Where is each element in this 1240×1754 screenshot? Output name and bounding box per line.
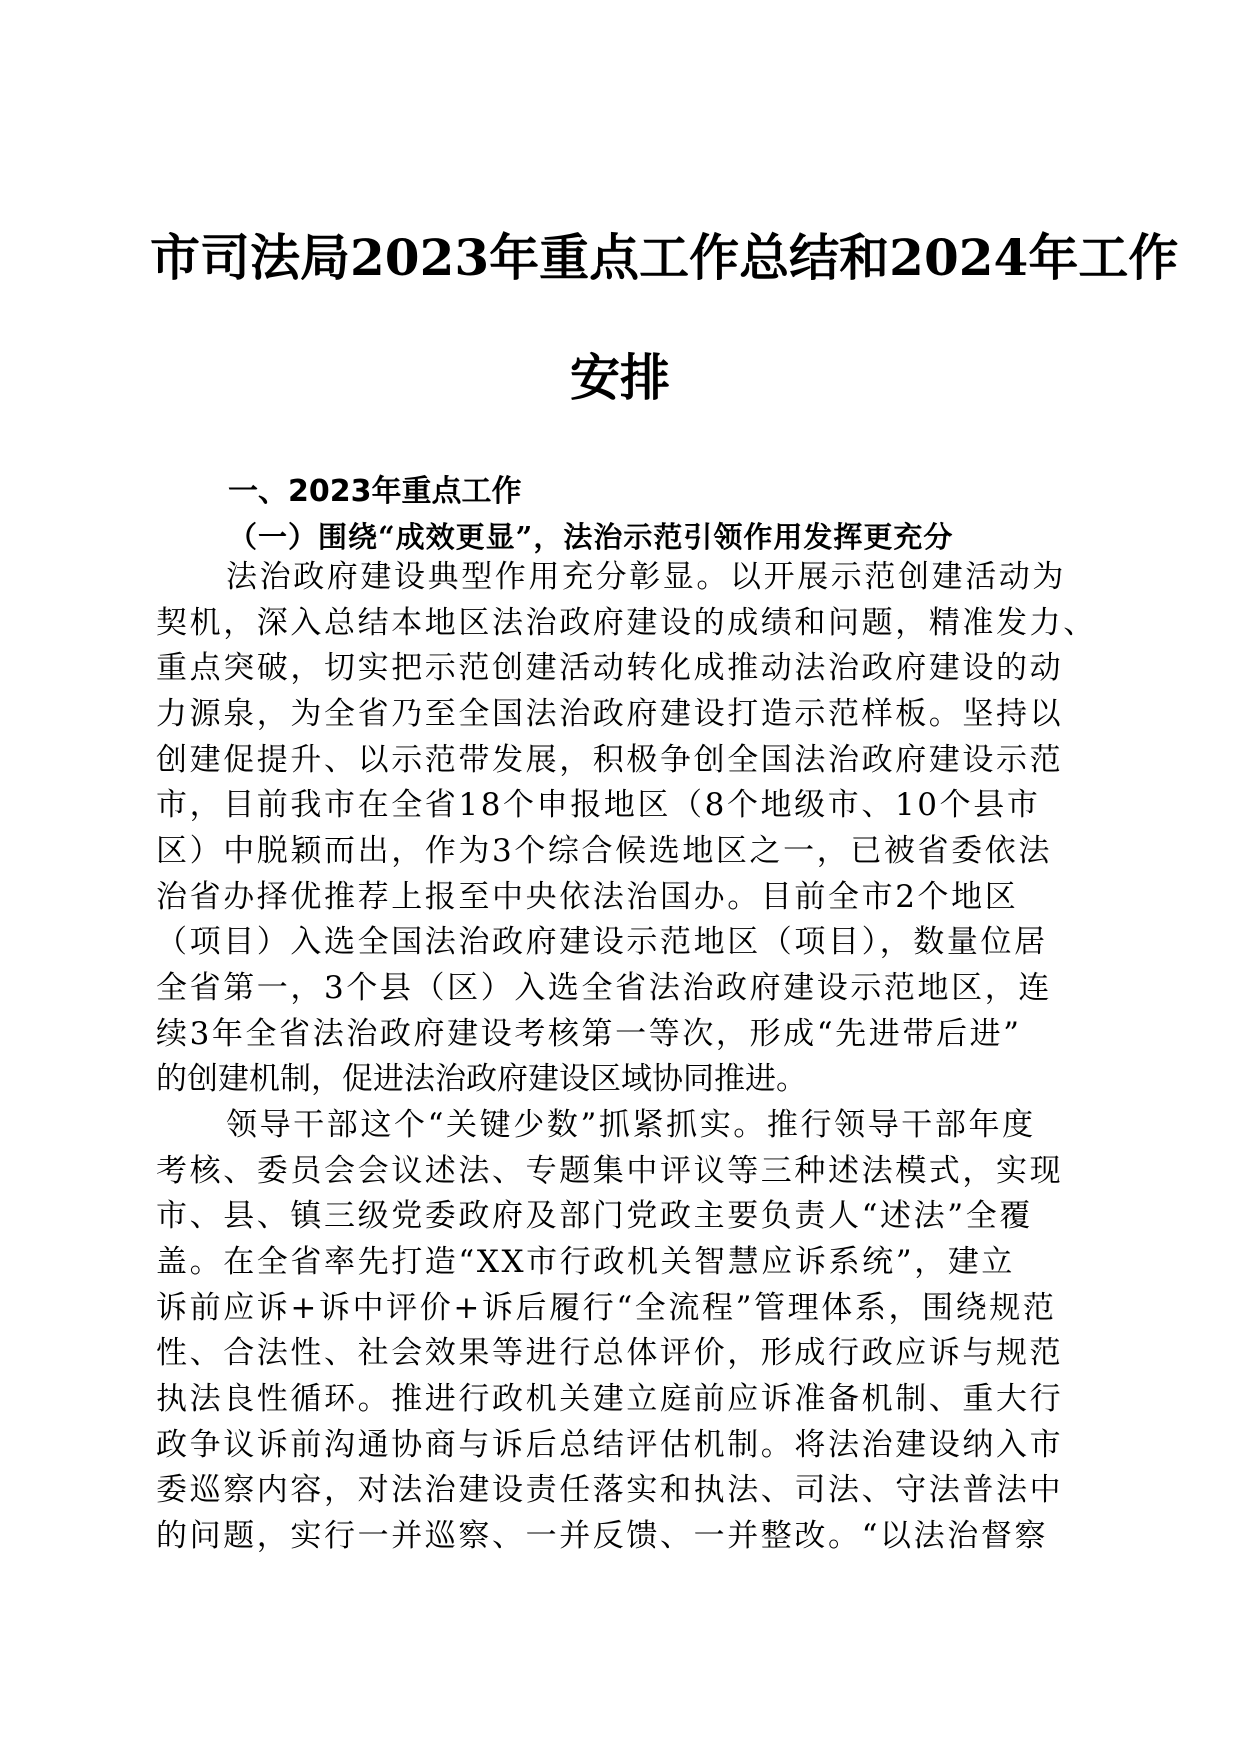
paragraph-line: 盖。在全省率先打造“XX市行政机关智慧应诉系统”，建立	[156, 1244, 1016, 1280]
paragraph-line: 委巡察内容，对法治建设责任落实和执法、司法、守法普法中	[156, 1472, 1064, 1508]
paragraph-line: 力源泉，为全省乃至全国法治政府建设打造示范样板。坚持以	[156, 696, 1064, 732]
paragraph-line: 市、县、镇三级党委政府及部门党政主要负责人“述法”全覆	[156, 1198, 1033, 1234]
paragraph-line: （项目）入选全国法治政府建设示范地区（项目），数量位居	[156, 924, 1048, 960]
paragraph-line: 契机，深入总结本地区法治政府建设的成绩和问题，精准发力、	[156, 605, 1097, 641]
paragraph-line: 诉前应诉+诉中评价+诉后履行“全流程”管理体系，围绕规范	[156, 1290, 1057, 1326]
paragraph-line: 重点突破，切实把示范创建活动转化成推动法治政府建设的动	[156, 650, 1064, 686]
paragraph-line: 执法良性循环。推进行政机关建立庭前应诉准备机制、重大行	[156, 1381, 1064, 1417]
paragraph-line: 政争议诉前沟通协商与诉后总结评估机制。将法治建设纳入市	[156, 1427, 1064, 1463]
subsection-heading-1: （一）围绕“成效更显”，法治示范引领作用发挥更充分	[228, 520, 954, 554]
paragraph-line: 创建促提升、以示范带发展，积极争创全国法治政府建设示范	[156, 742, 1064, 778]
paragraph-line: 法治政府建设典型作用充分彰显。以开展示范创建活动为	[226, 559, 1066, 595]
paragraph-line: 全省第一，3个县（区）入选全省法治政府建设示范地区，连	[156, 970, 1052, 1006]
paragraph-line: 的创建机制，促进法治政府建设区域协同推进。	[156, 1061, 807, 1097]
paragraph-line: 领导干部这个“关键少数”抓紧抓实。推行领导干部年度	[226, 1107, 1036, 1143]
paragraph-line: 市，目前我市在全省18个申报地区（8个地级市、10个县市	[156, 787, 1041, 823]
paragraph-line: 的问题，实行一并巡察、一并反馈、一并整改。“以法治督察	[156, 1518, 1049, 1554]
paragraph-line: 治省办择优推荐上报至中央依法治国办。目前全市2个地区	[156, 879, 1019, 915]
section-heading-1: 一、2023年重点工作	[228, 474, 522, 509]
paragraph-line: 考核、委员会会议述法、专题集中评议等三种述法模式，实现	[156, 1153, 1064, 1189]
paragraph-line: 性、合法性、社会效果等进行总体评价，形成行政应诉与规范	[156, 1335, 1064, 1371]
document-title-line-2: 安排	[570, 348, 670, 407]
document-title-line-1: 市司法局2023年重点工作总结和2024年工作	[150, 228, 1179, 287]
paragraph-line: 续3年全省法治政府建设考核第一等次，形成“先进带后进”	[156, 1016, 1022, 1052]
paragraph-line: 区）中脱颖而出，作为3个综合候选地区之一，已被省委依法	[156, 833, 1052, 869]
